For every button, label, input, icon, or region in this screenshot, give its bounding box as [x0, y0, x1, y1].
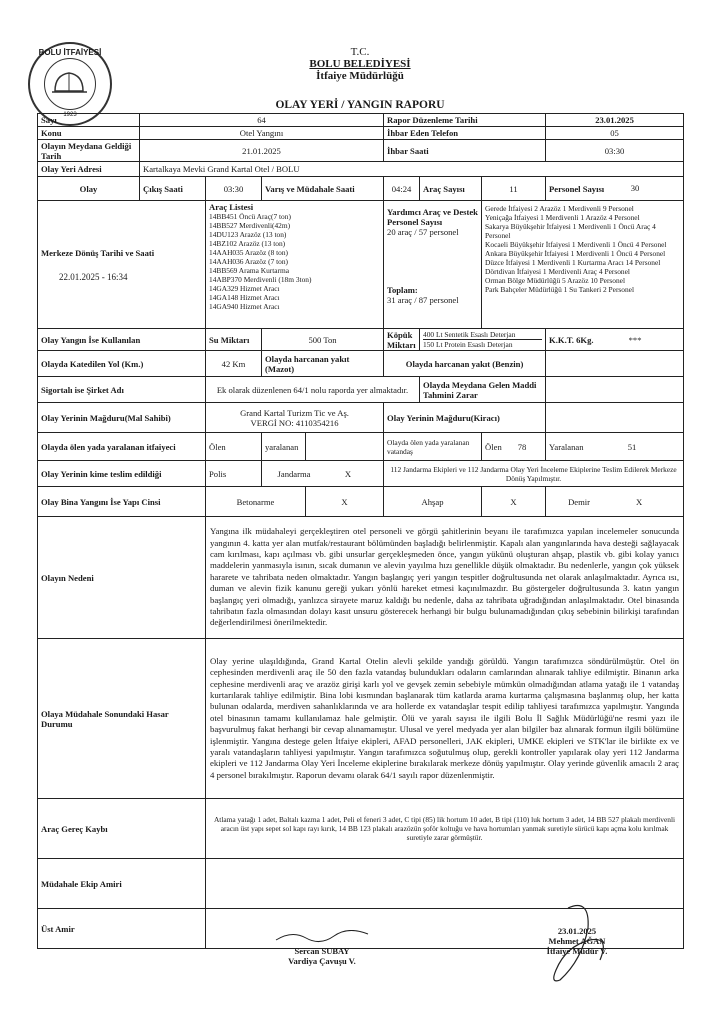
insurance-value: Ek olarak düzenlenen 64/1 nolu raporda yer almaktadır. — [206, 377, 420, 403]
building-type-label: Olay Bina Yangını İse Yapı Cinsi — [38, 487, 206, 517]
police-label: Polis — [206, 461, 262, 487]
handover-label: Olay Yerinin kime teslim edildiği — [38, 461, 206, 487]
support-list-item: Gerede İtfaiyesi 2 Arazöz 1 Merdivenli 9 Personel — [485, 204, 634, 213]
director-title: İtfaiye Müdür V. — [546, 946, 608, 956]
equipment-loss-label: Araç Gereç Kaybı — [38, 799, 206, 859]
tenant-label: Olay Yerinin Mağduru(Kiracı) — [384, 403, 546, 433]
vehicle-list-item: 14AAH035 Arazöz (8 ton) — [209, 248, 289, 257]
team-leader-signature-block — [262, 930, 382, 966]
report-time-label: İhbar Saati — [384, 140, 546, 162]
support-list-item: Orman Bölge Müdürlüğü 5 Arazöz 10 Personel — [485, 276, 626, 285]
wood-mark: X — [482, 487, 546, 517]
foam-value-2: 150 Lt Protein Esaslı Deterjan — [423, 340, 513, 349]
citizen-dead-value: 78 — [517, 441, 527, 452]
vehicle-count-label: Araç Sayısı — [420, 177, 482, 201]
sayi-label: Sayı — [38, 114, 140, 127]
water-value: 500 Ton — [262, 329, 384, 351]
vehicle-list-item: 14BB451 Öncü Araç(7 ton) — [209, 212, 291, 221]
department-name: İtfaiye Müdürlüğü — [316, 70, 404, 82]
citizen-dead-cell — [482, 433, 546, 461]
personnel-count-cell — [546, 177, 684, 201]
vehicle-list-item: 14ABP370 Merdivenli (18m 3ton) — [209, 275, 312, 284]
report-form — [37, 113, 684, 949]
caller-phone-label: İhbar Eden Telefon — [384, 127, 546, 140]
concrete-label: Betonarme — [206, 487, 306, 517]
support-value: 20 araç / 57 personel — [387, 227, 459, 237]
support-list-cell — [482, 201, 684, 329]
vehicle-list-cell — [206, 201, 384, 329]
caller-phone-value: 05 — [546, 127, 684, 140]
total-label: Toplam: — [387, 285, 418, 295]
support-list-item: Kocaeli Büyükşehir İtfaiyesi 1 Merdivenli 1 Öncü 4 Personel — [485, 240, 667, 249]
insurance-label: Sigortalı ise Şirket Adı — [38, 377, 206, 403]
departure-time-label: Çıkış Saati — [140, 177, 206, 201]
sayi-value: 64 — [140, 114, 384, 127]
support-label: Yardımcı Araç ve Destek Personel Sayısı — [387, 207, 478, 227]
distance-value: 42 Km — [206, 351, 262, 377]
citizen-injured-value: 51 — [627, 441, 637, 452]
extinguisher-label: K.K.T. 6Kg. — [549, 334, 594, 345]
firefighter-injured-label: yaralanan — [262, 433, 306, 461]
support-list-item: Ankara Büyükşehir İtfaiyesi 1 Merdivenli 1 Öncü 4 Personel — [485, 249, 666, 258]
foam-label: Köpük Miktarı — [384, 329, 420, 351]
extinguisher-cell — [546, 329, 684, 351]
citizen-injured-cell — [546, 433, 684, 461]
foam-value-cell — [420, 329, 546, 351]
seal-text: BOLU İTFAİYESİ — [38, 48, 102, 57]
gendarmerie-label: Jandarma — [277, 468, 311, 479]
damage-label: Olaya Müdahale Sonundaki Hasar Durumu — [38, 639, 206, 799]
seal-year: 1923 — [63, 112, 77, 118]
owner-tax-no: VERGİ NO: 4110354216 — [250, 417, 339, 428]
diesel-label: Olayda harcanan yakıt (Mazot) — [262, 351, 384, 377]
team-leader-label: Müdahale Ekip Amiri — [38, 859, 206, 909]
report-date-value: 23.01.2025 — [546, 114, 684, 127]
return-cell — [38, 201, 206, 329]
municipality-name: BOLU BELEDİYESİ — [309, 58, 411, 70]
gendarmerie-cell — [262, 461, 384, 487]
vehicle-list-item: 14GA148 Hizmet Aracı — [209, 293, 280, 302]
vehicle-count-value: 11 — [482, 177, 546, 201]
concrete-mark: X — [306, 487, 384, 517]
support-list-item: Dörtdivan İtfaiyesi 1 Merdivenli Araç 4 Personel — [485, 267, 630, 276]
damage-text: Olay yerine ulaşıldığında, Grand Kartal Otelin alevli şekilde yandığı görüldü. Yangın tarafımızca söndürülmüştür. Otel ön cephesinden merdivenli araç ile 50 den fazla vatandaş bulundukları odaların camlarından alınarak tahliye edilmiştir. Binanın arka cephesine merdivenli araç ve arazöz girişi karlı yol ve gevşek zemin sebebiyle mümkün olmadığından atlama yatağı ile 1 vatandaş kurtarılarak tahliye edilmiştir. Bina lobi kısmından başlanarak tüm katlarda arama kurtarma çalışmasına başlanmış olup, her katta bulunan odalarda, merdiven sahanlıklarında ve ara hollerde ex vatandaşlar tespit edilip tahliyesi tarafımızca yapılmıştır. Yangında otel binasının tamamı kullanılamaz hale gelmiştir. Ölü ve yaralı sayısı ile ilgili Bolu İl Sağlık Müdürlüğü'ne resmi yazı ile başvurulmuş fakat herhangi bir cevap alınamamıştır. Ulusal ve yerel medyada yer alan bilgiler baz alınarak formun ilgili bölümüne işlenmiştir. Yangına destege gelen İtfaiye ekipleri, AFAD personelleri, JAK ekipleri, UMKE ekipleri ve STK'lar ile birlikte ex ve yaralı vatandaşların tahliyesi yapılmıştır. Yangın tarafımızca soğutulmuş olup, gerekli kontroller yapılarak olay yeri 112 Jandarma ekipleri ve 112 Jandarma Olay Yeri İnceleme ekiplerine bırakılarak merkeze dönüş yapılmıştır. Olay yerinde güvenlik amacılı 2 araç 4 personel bırakılmıştır. Raporun devamı olarak 64/1 sayılı rapor düzenlenmiştir. — [206, 639, 684, 799]
cause-text: Yangına ilk müdahaleyi gerçekleştiren otel personeli ve görgü şahitlerinin beyanı ile tarafımızca yapılan incelemeler sonucunda yangının 4. katta yer alan mutfak/restaurant bölümünden başladığı belirlenmiştir. Kapalı alan yangınlarında hava desteği sağlayacak cam kırılması, kapı açılması vb. gibi unsurlar gerçekleşmeden önce, yangın yükünü oluşturan ahşap, plastik vb. gibi kolay yanıcı maddelerin yanmasıyla isının, sıcak dumanın ve alevin yayılma hızı genellikle düşük olmaktadır. Bu nedenlerle, yangın çok yüksek hararete ve tahribata neden olmaktadır. Yangın başlangıç yeri yangın tespitler doğrultusunda net olarak anlaşılmaktadır. Ayrıca ısı, duman ve alevin fizik kanunu gereği yukarı yönlü hareket etmesi kaçınılmazdır. Bu göstergeler doğrultusunda 3. katın yangın başlangıç yeri olmadığı, yanlızca sirayete maruz kaldığı bu nedenle, daha az tahribata uğradığından anlaşılmaktadır. Otel binasında tahribatın fazla olmasından dolayı kasıt unsuru gösterecek herhangi bir bulgu bulunamadığından çıkış sebebinin bilirkişi tarafından değerlendirilmesi önerilmektedir. — [206, 517, 684, 639]
owner-value-cell — [206, 403, 384, 433]
vehicle-list-item: 14BB569 Arama Kurtarma — [209, 266, 290, 275]
wood-label: Ahşap — [384, 487, 482, 517]
firefighter-casualty-label: Olayda ölen yada yaralanan itfaiyeci — [38, 433, 206, 461]
material-damage-value — [546, 377, 684, 403]
report-time-value: 03:30 — [546, 140, 684, 162]
return-label: Merkeze Dönüş Tarihi ve Saati — [41, 247, 155, 258]
tenant-value — [546, 403, 684, 433]
return-value: 22.01.2025 - 16:34 — [59, 271, 128, 282]
cause-label: Olayın Nedeni — [38, 517, 206, 639]
support-list-item: Park Bahçeler Müdürlüğü 1 Su Tankeri 2 Personel — [485, 285, 635, 294]
citizen-injured-label: Yaralanan — [549, 441, 584, 452]
handover-value: 112 Jandarma Ekipleri ve 112 Jandarma Olay Yeri İnceleme Ekiplerine Teslim Edilerek Merkeze Dönüş Yapılmıştır. — [384, 461, 684, 487]
letterhead — [140, 46, 580, 82]
vehicle-list-item: 14BB527 Merdivenli(42m) — [209, 221, 291, 230]
director-signature — [520, 900, 630, 990]
distance-label: Olayda Katedilen Yol (Km.) — [38, 351, 206, 377]
team-leader-signature — [272, 930, 372, 944]
incident-date-label: Olayın Meydana Geldiği Tarih — [38, 140, 140, 162]
support-list-item: Sakarya Büyükşehir İtfaiyesi 1 Merdivenli 1 Öncü Araç 4 Personel — [485, 222, 656, 240]
firefighter-injured-value — [306, 433, 384, 461]
citizen-dead-label: Ölen — [485, 441, 502, 452]
subject-value: Otel Yangını — [140, 127, 384, 140]
vehicle-list-item: 14GA940 Hizmet Aracı — [209, 302, 280, 311]
helmet-icon — [45, 59, 94, 108]
team-leader-name: Sercan SUBAY — [294, 946, 350, 956]
incident-date-value: 21.01.2025 — [140, 140, 384, 162]
steel-cell — [546, 487, 684, 517]
used-materials-label: Olay Yangın İse Kullanılan — [38, 329, 206, 351]
owner-label: Olay Yerinin Mağduru(Mal Sahibi) — [38, 403, 206, 433]
team-leader-title: Vardiya Çavuşu V. — [288, 956, 356, 966]
vehicle-list-item: 14GA329 Hizmet Aracı — [209, 284, 280, 293]
address-value: Kartalkaya Mevki Grand Kartal Otel / BOLU — [140, 162, 684, 177]
seal-emblem — [44, 58, 96, 110]
report-date-label: Rapor Düzenleme Tarihi — [384, 114, 546, 127]
support-list-item: Düzce İtfaiyesi 1 Merdivenli 1 Kurtarma Aracı 14 Personel — [485, 258, 661, 267]
incident-label: Olay — [38, 177, 140, 201]
director-date: 23.01.2025 — [557, 926, 597, 936]
vehicle-list-item: 14DU123 Arazöz (13 ton) — [209, 230, 287, 239]
arrival-time-label: Varış ve Müdahale Saati — [262, 177, 384, 201]
support-list-item: Yeniçağa İtfaiyesi 1 Merdivenli 1 Arazöz 4 Personel — [485, 213, 640, 222]
foam-value-1: 400 Lt Sentetik Esaslı Deterjan — [423, 330, 542, 340]
steel-mark: X — [635, 496, 643, 507]
departure-time-value: 03:30 — [206, 177, 262, 201]
vehicle-list-item: 14AAH036 Arazöz (7 ton) — [209, 257, 289, 266]
petrol-label: Olayda harcanan yakıt (Benzin) — [384, 351, 546, 377]
tc-label: T.C. — [350, 46, 370, 58]
total-value: 31 araç / 87 personel — [387, 295, 459, 305]
report-title: OLAY YERİ / YANGIN RAPORU — [275, 99, 445, 111]
gendarmerie-mark: X — [344, 468, 352, 479]
arrival-time-value: 04:24 — [384, 177, 420, 201]
water-label: Su Miktarı — [206, 329, 262, 351]
address-label: Olay Yeri Adresi — [38, 162, 140, 177]
vehicle-list-item: 14BZ102 Arazöz (13 ton) — [209, 239, 286, 248]
material-damage-label: Olayda Meydana Gelen Maddi Tahmini Zarar — [420, 377, 546, 403]
subject-label: Konu — [38, 127, 140, 140]
owner-name: Grand Kartal Turizm Tic ve Aş. — [240, 407, 349, 418]
director-name: Mehmet AĞAN — [548, 936, 606, 946]
supervisor-label: Üst Amir — [38, 909, 206, 949]
petrol-value — [546, 351, 684, 377]
firefighter-dead-label: Ölen — [206, 433, 262, 461]
personnel-count-label: Personel Sayısı — [549, 184, 605, 195]
support-summary-cell — [384, 201, 482, 329]
personnel-count-value: 30 — [630, 182, 640, 193]
steel-label: Demir — [568, 496, 591, 507]
extinguisher-value: *** — [628, 334, 642, 345]
citizen-casualty-label: Olayda ölen yada yaralanan vatandaş — [384, 433, 482, 461]
equipment-loss-text: Atlama yatağı 1 adet, Baltalı kazma 1 adet, Peli el feneri 3 adet, C tipi (85) lik hortum 10 adet, B tipi (110) luk hortum 3 adet, 14 BB 527 plakalı merdivenli aracın üst yapı sepet sol kapı rayı kırık, 14 BB 123 plakalı arazözün şoför koltuğu ve hava hortumları yanmak suretiyle sürücü kapı açma kolu kırılmak suretiyle zarar görmüştür. — [206, 799, 684, 859]
vehicle-list-label: Araç Listesi — [209, 202, 254, 212]
